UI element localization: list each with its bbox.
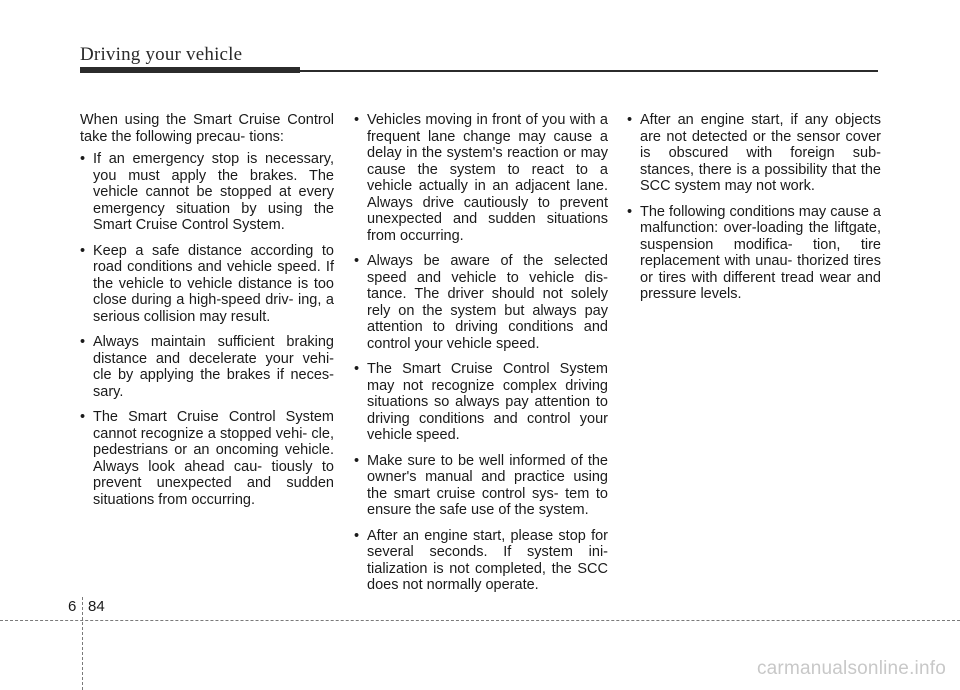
bullet-list-3	[627, 112, 881, 303]
bullet-item: • Always be aware of the selected speed and vehicle to vehicle dis- tance. The driver should not solely rely on the system but always pay attention to driving conditions and control your vehicle speed.	[354, 253, 608, 352]
bullet-item: • Keep a safe distance according to road conditions and vehicle speed. If the vehicle to vehicle distance is too close during a high-speed driv- ing, a serious collision may result.	[80, 243, 334, 326]
bullet-item: • After an engine start, if any objects are not detected or the sensor cover is obscured with foreign sub- stances, there is a possibility that the SCC system may not work.	[627, 112, 881, 195]
bullet-item: • Make sure to be well informed of the owner's manual and practice using the smart cruise control sys- tem to ensure the safe use of the system.	[354, 453, 608, 519]
header-rule-thin	[300, 70, 878, 72]
bullet-item: • The Smart Cruise Control System may not recognize complex driving situations so always pay attention to driving conditions and control your vehicle speed.	[354, 361, 608, 444]
footer-dashed-divider	[82, 597, 83, 690]
chapter-number: 6	[68, 598, 77, 615]
bullet-item: • Always maintain sufficient braking distance and decelerate your vehi- cle by applying the brakes if neces- sary.	[80, 334, 334, 400]
bullet-item: • The Smart Cruise Control System cannot recognize a stopped vehi- cle, pedestrians or an oncoming vehicle. Always look ahead cau- tiously to prevent unexpected and sudden situations from occurring.	[80, 409, 334, 508]
header-rule-thick	[80, 67, 300, 73]
text-column-1	[80, 112, 334, 517]
text-column-3	[627, 112, 881, 312]
text-column-2	[354, 112, 608, 603]
bullet-item: • Vehicles moving in front of you with a frequent lane change may cause a delay in the system's reaction or may cause the system to react to a vehicle actually in an adjacent lane. Always drive cautiously to prevent unexpected and sudden situations from occurring.	[354, 112, 608, 244]
bullet-list-1	[80, 151, 334, 508]
bullet-item: • After an engine start, please stop for several seconds. If system ini- tialization is not completed, the SCC does not normally operate.	[354, 528, 608, 594]
intro-paragraph: When using the Smart Cruise Control take the following precau- tions:	[80, 112, 334, 145]
page-header-title: Driving your vehicle	[80, 44, 243, 65]
bullet-item: • If an emergency stop is necessary, you must apply the brakes. The vehicle cannot be stopped at every emergency situation by using the Smart Cruise Control System.	[80, 151, 334, 234]
bullet-list-2	[354, 112, 608, 594]
page-number: 84	[88, 598, 105, 615]
watermark-text: carmanualsonline.info	[756, 658, 946, 679]
footer-dashed-rule	[0, 620, 960, 621]
bullet-item: • The following conditions may cause a malfunction: over-loading the liftgate, suspension modifica- tion, tire replacement with unau- thorized tires or tires with different tread wear and pressure levels.	[627, 204, 881, 303]
